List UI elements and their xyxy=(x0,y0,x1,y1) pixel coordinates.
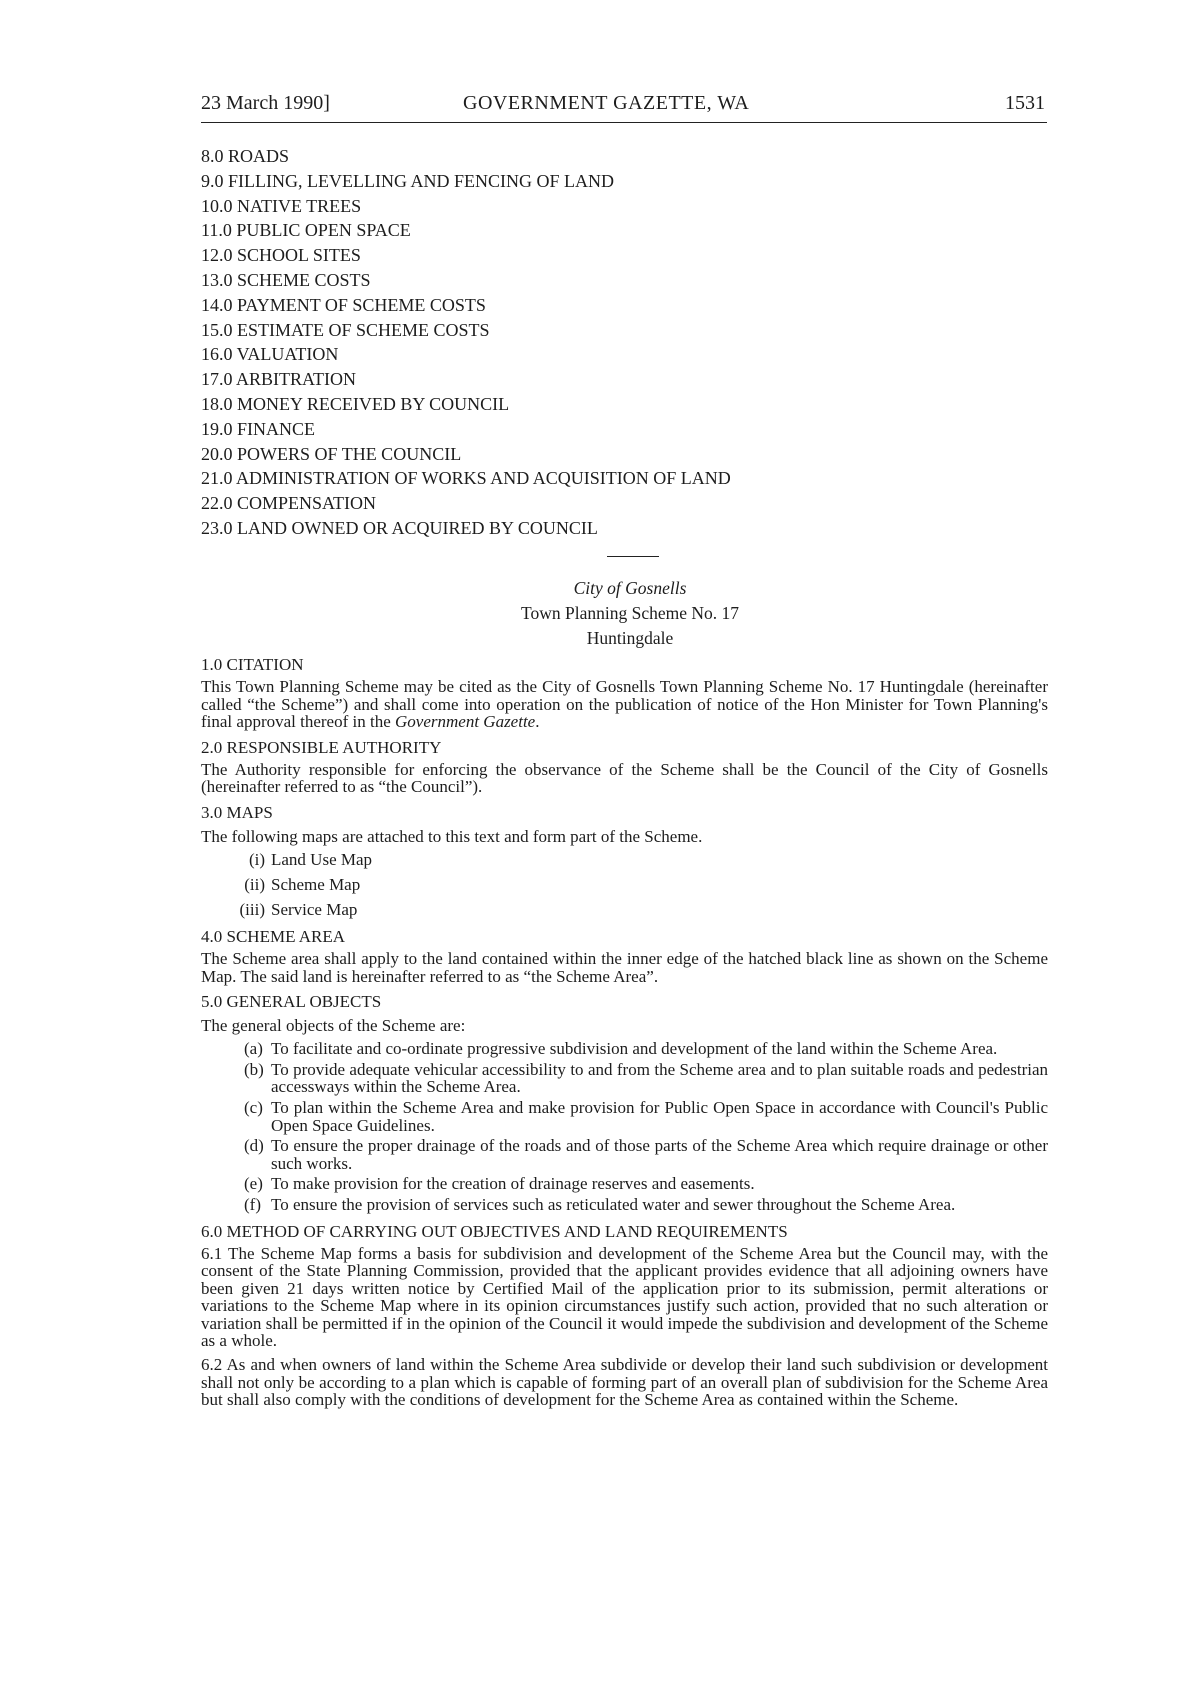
section-heading: 5.0 GENERAL OBJECTS xyxy=(201,992,382,1012)
map-list-item: (ii) Scheme Map xyxy=(244,874,361,894)
page-number: 1531 xyxy=(1005,92,1045,114)
section-paragraph: 6.1 The Scheme Map forms a basis for subdivision and development of the Scheme Area but the Council may, with the consent of the State Planning Commission, provided that the applicant provides evidence that all adjoining owners have been given 21 days written notice by Certified Mail of the application prior to its submission, permit alterations or variations to the Scheme Map where in its opinion circumstances justify such action, provided that no such alteration or variation shall be permitted if in the opinion of the Council it would impede the subdivision and development of the Scheme as a whole. xyxy=(201,1243,1048,1351)
section-heading: 6.0 METHOD OF CARRYING OUT OBJECTIVES AND LAND REQUIREMENTS xyxy=(201,1221,788,1241)
contents-item: 14.0 PAYMENT OF SCHEME COSTS xyxy=(201,294,486,315)
contents-item: 19.0 FINANCE xyxy=(201,418,316,439)
object-item: (d) To ensure the proper drainage of the roads and of those parts of the Scheme Area which require drainage or other such works. xyxy=(244,1136,1048,1173)
contents-item: 9.0 FILLING, LEVELLING AND FENCING OF LAND xyxy=(201,170,614,191)
object-item: (e) To make provision for the creation of drainage reserves and easements. xyxy=(244,1174,755,1194)
contents-item: 18.0 MONEY RECEIVED BY COUNCIL xyxy=(201,393,510,414)
section-paragraph: The following maps are attached to this text and form part of the Scheme. xyxy=(201,826,703,846)
object-item: (c) To plan within the Scheme Area and make provision for Public Open Space in accordance with Council's Public Open Space Guidelines. xyxy=(244,1097,1048,1135)
object-item: (f) To ensure the provision of services such as reticulated water and sewer throughout the Scheme Area. xyxy=(244,1194,956,1214)
section-heading: 2.0 RESPONSIBLE AUTHORITY xyxy=(201,737,442,757)
contents-item: 17.0 ARBITRATION xyxy=(201,369,357,390)
scheme-locality: Huntingdale xyxy=(586,628,674,648)
contents-item: 12.0 SCHOOL SITES xyxy=(201,245,361,266)
section-paragraph: This Town Planning Scheme may be cited as the City of Gosnells Town Planning Scheme No. 17 Huntingdale (hereinafter called “the Scheme”) and shall come into operation on the publication of notice of the Hon Minister for Town Planning's final approval thereof in the Government Gazette. xyxy=(201,677,1048,732)
contents-item: 20.0 POWERS OF THE COUNCIL xyxy=(201,443,462,464)
contents-item: 13.0 SCHEME COSTS xyxy=(201,269,371,290)
section-heading: 1.0 CITATION xyxy=(201,655,304,674)
section-paragraph: The Scheme area shall apply to the land contained within the inner edge of the hatched black line as shown on the Scheme Map. The said land is hereinafter referred to as “the Scheme Area”. xyxy=(201,948,1048,986)
contents-list xyxy=(201,144,731,541)
contents-item: 15.0 ESTIMATE OF SCHEME COSTS xyxy=(201,319,490,340)
section-paragraph: 6.2 As and when owners of land within the Scheme Area subdivide or develop their land such subdivision or development shall not only be according to a plan which is capable of forming part of an overall plan of subdivision for the Scheme Area but shall also comply with the conditions of development for the Scheme Area as contained within the Scheme. xyxy=(201,1355,1048,1410)
contents-item: 22.0 COMPENSATION xyxy=(201,493,377,514)
object-item: (b) To provide adequate vehicular accessibility to and from the Scheme area and to plan suitable roads and pedestrian accessways within the Scheme Area. xyxy=(244,1059,1048,1097)
scheme-city: City of Gosnells xyxy=(573,578,687,598)
section-paragraph: The Authority responsible for enforcing the observance of the Scheme shall be the Council of the City of Gosnells (hereinafter referred to as “the Council”). xyxy=(201,759,1048,797)
section-divider xyxy=(607,556,659,557)
scheme-text xyxy=(201,654,1048,1415)
contents-item: 21.0 ADMINISTRATION OF WORKS AND ACQUISITION OF LAND xyxy=(201,468,731,489)
page-header xyxy=(201,88,1047,123)
header-title: GOVERNMENT GAZETTE, WA xyxy=(463,92,750,114)
contents-item: 16.0 VALUATION xyxy=(201,344,339,365)
section-heading: 3.0 MAPS xyxy=(201,802,273,822)
section-paragraph: The general objects of the Scheme are: xyxy=(201,1016,466,1036)
contents-item: 23.0 LAND OWNED OR ACQUIRED BY COUNCIL xyxy=(201,517,598,538)
section-heading: 4.0 SCHEME AREA xyxy=(201,926,346,946)
contents-item: 11.0 PUBLIC OPEN SPACE xyxy=(201,220,411,241)
header-date: 23 March 1990] xyxy=(201,92,330,114)
object-item: (a) To facilitate and co-ordinate progressive subdivision and development of the land within the Scheme Area. xyxy=(244,1039,998,1059)
contents-item: 8.0 ROADS xyxy=(201,146,290,166)
map-list-item: (iii) Service Map xyxy=(239,899,358,919)
contents-item: 10.0 NATIVE TREES xyxy=(201,195,362,216)
scheme-name: Town Planning Scheme No. 17 xyxy=(521,603,739,623)
map-list-item: (i) Land Use Map xyxy=(248,849,373,869)
